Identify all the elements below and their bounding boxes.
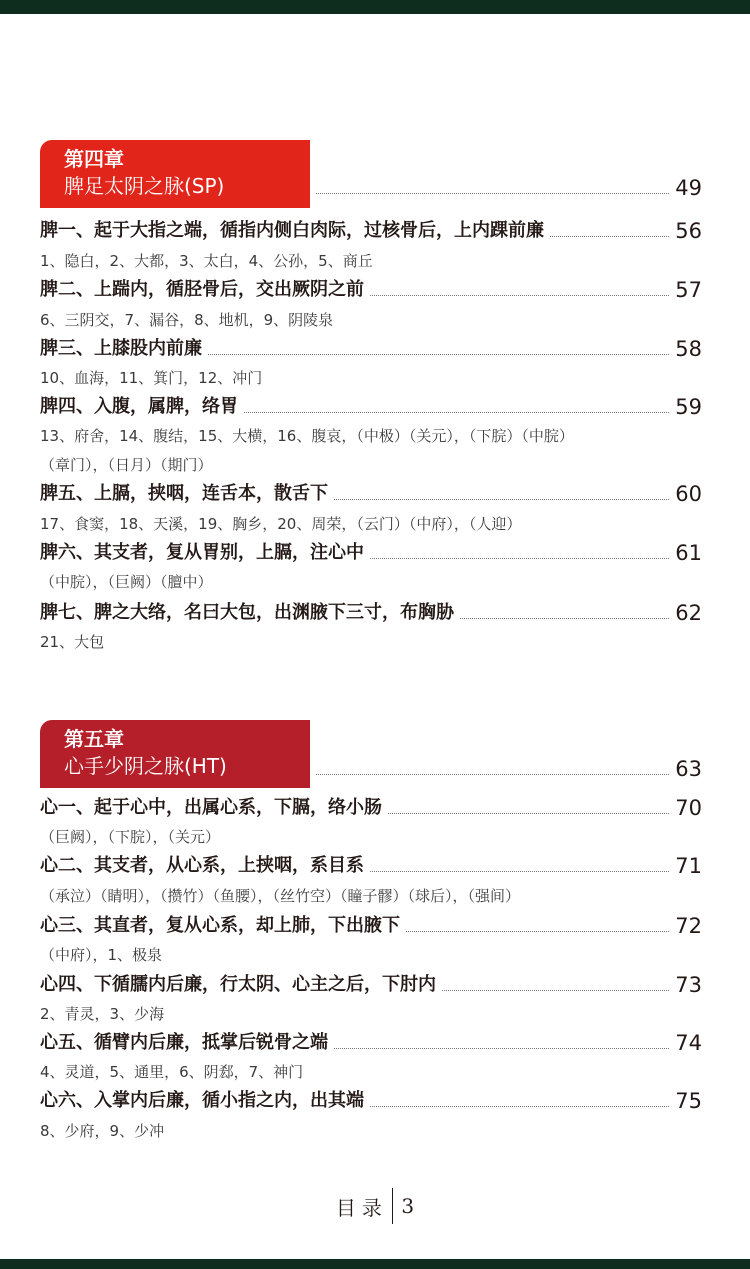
page-number: 61 (675, 541, 702, 565)
acupoint-list: （章门），（日月）（期门） (40, 456, 213, 474)
page-number: 58 (675, 337, 702, 361)
dot-leader (208, 354, 669, 355)
entry-title: 脾三、上膝股内前廉 (40, 338, 202, 359)
dot-leader (334, 1048, 669, 1049)
chapter-number: 第四章 (64, 147, 124, 171)
dot-leader (316, 774, 669, 775)
acupoint-list: 21、大包 (40, 633, 105, 651)
dot-leader (388, 813, 669, 814)
acupoint-list: （巨阙），（下脘），（关元） (40, 828, 221, 846)
entry-title: 脾二、上踹内，循胫骨后，交出厥阴之前 (40, 279, 364, 300)
entry-title: 心一、起于心中，出属心系，下膈，络小肠 (40, 797, 382, 818)
entry-title: 脾七、脾之大络，名曰大包，出渊腋下三寸，布胸胁 (40, 602, 454, 623)
dot-leader (370, 1106, 669, 1107)
acupoint-list: （承泣）（睛明），（攒竹）（鱼腰），（丝竹空）（瞳子髎）（球后），（强间） (40, 887, 521, 905)
chapter-4-tab (40, 140, 310, 208)
acupoint-list: 2、青灵，3、少海 (40, 1005, 165, 1023)
footer-label: 目录 (335, 1195, 388, 1220)
entry-title: 脾五、上膈，挟咽，连舌本，散舌下 (40, 483, 328, 504)
dot-leader (370, 871, 669, 872)
page-footer (0, 1188, 750, 1224)
acupoint-list: 1、隐白，2、大都，3、太白，4、公孙，5、商丘 (40, 252, 373, 270)
entry-title: 心五、循臂内后廉，抵掌后锐骨之端 (40, 1032, 328, 1053)
page-number: 75 (675, 1089, 702, 1113)
page-number: 70 (675, 796, 702, 820)
acupoint-list: 10、血海，11、箕门，12、冲门 (40, 369, 263, 387)
footer-page-number: 3 (401, 1194, 415, 1218)
dot-leader (316, 193, 669, 194)
acupoint-list: （中脘），（巨阙）（膻中） (40, 573, 213, 591)
page-number: 63 (675, 757, 702, 781)
chapter-title: 脾足太阴之脉(SP) (64, 174, 225, 198)
toc-entry[interactable] (40, 795, 702, 821)
toc-entry[interactable] (40, 600, 702, 626)
dot-leader (244, 412, 669, 413)
page-number: 49 (675, 176, 702, 200)
entry-title: 心三、其直者，复从心系，却上肺，下出腋下 (40, 915, 400, 936)
toc-entry[interactable] (40, 853, 702, 879)
bottom-border (0, 1259, 750, 1269)
entry-title: 心二、其支者，从心系，上挟咽，系目系 (40, 855, 364, 876)
page-number: 72 (675, 914, 702, 938)
page-number: 74 (675, 1031, 702, 1055)
page-number: 57 (675, 278, 702, 302)
chapter-5-row[interactable] (310, 757, 702, 781)
dot-leader (334, 499, 669, 500)
toc-entry[interactable] (40, 972, 702, 998)
acupoint-list: 13、府舍，14、腹结，15、大横，16、腹哀，（中极）（关元），（下脘）（中脘） (40, 427, 574, 445)
chapter-number: 第五章 (64, 727, 124, 751)
toc-entry[interactable] (40, 394, 702, 420)
toc-entry[interactable] (40, 1030, 702, 1056)
dot-leader (370, 558, 669, 559)
entry-title: 脾一、起于大指之端，循指内侧白肉际，过核骨后，上内踝前廉 (40, 220, 544, 241)
toc-entry[interactable] (40, 481, 702, 507)
acupoint-list: （中府），1、极泉 (40, 946, 163, 964)
chapter-4-row[interactable] (310, 176, 702, 200)
entry-title: 脾四、入腹，属脾，络胃 (40, 396, 238, 417)
entry-title: 脾六、其支者，复从胃别，上膈，注心中 (40, 542, 364, 563)
toc-entry[interactable] (40, 277, 702, 303)
entry-title: 心六、入掌内后廉，循小指之内，出其端 (40, 1090, 364, 1111)
footer-divider (392, 1188, 394, 1224)
chapter-title: 心手少阴之脉(HT) (64, 754, 227, 778)
acupoint-list: 6、三阴交，7、漏谷，8、地机，9、阴陵泉 (40, 311, 334, 329)
page-number: 62 (675, 601, 702, 625)
toc-entry[interactable] (40, 913, 702, 939)
toc-entry[interactable] (40, 1088, 702, 1114)
entry-title: 心四、下循臑内后廉，行太阴、心主之后，下肘内 (40, 974, 436, 995)
toc-entry[interactable] (40, 218, 702, 244)
acupoint-list: 17、食窦，18、天溪，19、胸乡，20、周荣，（云门）（中府），（人迎） (40, 515, 522, 533)
toc-entry[interactable] (40, 540, 702, 566)
page-number: 59 (675, 395, 702, 419)
acupoint-list: 4、灵道，5、通里，6、阴郄，7、神门 (40, 1063, 304, 1081)
page-number: 56 (675, 219, 702, 243)
dot-leader (442, 990, 669, 991)
page-number: 71 (675, 854, 702, 878)
page-number: 60 (675, 482, 702, 506)
dot-leader (550, 236, 669, 237)
chapter-5-tab (40, 720, 310, 788)
dot-leader (460, 618, 669, 619)
top-border (0, 0, 750, 14)
dot-leader (406, 931, 669, 932)
page-number: 73 (675, 973, 702, 997)
acupoint-list: 8、少府，9、少冲 (40, 1122, 165, 1140)
toc-entry[interactable] (40, 336, 702, 362)
dot-leader (370, 295, 669, 296)
